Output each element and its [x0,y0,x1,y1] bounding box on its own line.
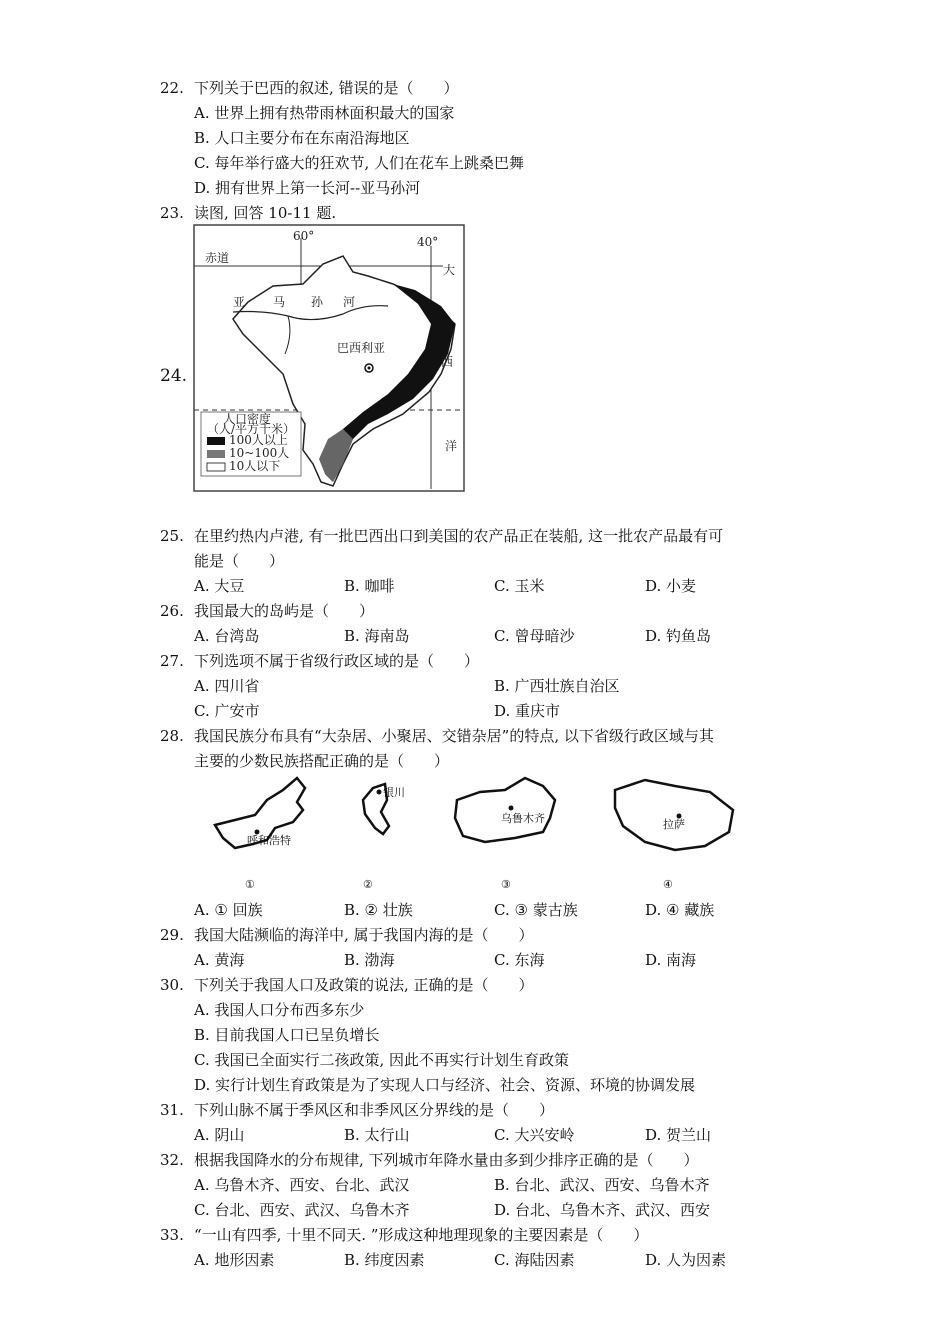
figure-number: ④ [663,878,673,891]
legend-swatch-low [207,463,225,471]
option-d: D. ④ 藏族 [645,901,715,919]
option-c: C. 大兴安岭 [494,1126,575,1144]
question-stem: 下列山脉不属于季风区和非季风区分界线的是（ ） [194,1101,555,1119]
legend-title: 人口密度 [223,412,272,426]
option-c: C. ③ 蒙古族 [494,901,578,919]
option-d: D. 人为因素 [645,1251,727,1269]
option-c: C. 每年举行盛大的狂欢节, 人们在花车上跳桑巴舞 [194,154,525,172]
option-a: A. 地形因素 [194,1251,275,1269]
province-outline-figures [205,770,745,895]
legend-item: 100人以上 [229,433,288,447]
option-b: B. 目前我国人口已呈负增长 [194,1026,380,1044]
question-stem: 在里约热内卢港, 有一批巴西出口到美国的农产品正在装船, 这一批农产品最有可 [194,527,724,545]
province-3-xinjiang [455,778,555,891]
option-b: B. 渤海 [344,951,395,969]
city-label: 拉萨 [663,818,685,831]
option-c: C. 海陆因素 [494,1251,575,1269]
brazil-population-map [193,224,465,492]
ocean-char: 西 [441,355,454,369]
question-stem: “一山有四季, 十里不同天. ”形成这种地理现象的主要因素是（ ） [194,1226,649,1244]
longitude-60-label: 60° [293,229,315,243]
question-number: 31. [160,1101,184,1119]
province-2-ningxia [363,784,405,891]
question-number: 26. [160,602,184,620]
question-number: 28. [160,727,184,745]
option-b: B. 太行山 [344,1126,410,1144]
option-c: C. 玉米 [494,577,545,595]
option-b: B. 咖啡 [344,577,395,595]
river-char: 亚 [233,295,246,309]
option-a: A. 黄海 [194,951,245,969]
figure-number: ① [245,878,255,891]
legend-swatch-medium [207,450,225,458]
option-a: A. 阴山 [194,1126,245,1144]
option-d: D. 南海 [645,951,697,969]
option-d: D. 钓鱼岛 [645,627,712,645]
city-label: 呼和浩特 [247,834,291,847]
figure-number: ② [363,878,373,891]
option-c: C. 台北、西安、武汉、乌鲁木齐 [194,1201,410,1219]
option-b: B. 纬度因素 [344,1251,425,1269]
option-a: A. 四川省 [194,677,260,695]
option-c: C. 东海 [494,951,545,969]
option-c: C. 广安市 [194,702,260,720]
question-number: 33. [160,1226,184,1244]
river-char: 马 [273,295,286,309]
legend-unit: （人/平方千米） [207,422,296,436]
question-number: 23. [160,204,184,222]
option-d: D. 实行计划生育政策是为了实现人口与经济、社会、资源、环境的协调发展 [194,1076,696,1094]
option-b: B. ② 壮族 [344,901,413,919]
option-a: A. 大豆 [194,577,245,595]
question-number: 32. [160,1151,184,1169]
city-label: 乌鲁木齐 [501,812,545,825]
equator-label: 赤道 [205,251,230,265]
option-b: B. 人口主要分布在东南沿海地区 [194,129,410,147]
question-stem: 读图, 回答 10-11 题. [194,204,337,222]
question-number: 27. [160,652,184,670]
option-d: D. 重庆市 [494,702,561,720]
capital-label: 巴西利亚 [337,341,386,355]
river-char: 孙 [311,295,324,309]
river-char: 河 [343,295,356,309]
question-stem-cont: 能是（ ） [194,552,285,570]
option-b: B. 台北、武汉、西安、乌鲁木齐 [494,1176,710,1194]
option-d: D. 拥有世界上第一长河--亚马孙河 [194,179,421,197]
option-d: D. 小麦 [645,577,697,595]
longitude-40-label: 40° [417,235,439,249]
option-b: B. 海南岛 [344,627,410,645]
option-a: A. 我国人口分布西多东少 [194,1001,365,1019]
option-c: C. 我国已全面实行二孩政策, 因此不再实行计划生育政策 [194,1051,570,1069]
question-stem: 根据我国降水的分布规律, 下列城市年降水量由多到少排序正确的是（ ） [194,1151,699,1169]
question-number: 30. [160,976,184,994]
option-c: C. 曾母暗沙 [494,627,575,645]
option-a: A. 世界上拥有热带雨林面积最大的国家 [194,104,455,122]
question-stem: 我国民族分布具有“大杂居、小聚居、交错杂居”的特点, 以下省级行政区域与其 [194,727,714,745]
question-stem: 下列关于我国人口及政策的说法, 正确的是（ ） [194,976,534,994]
question-number: 29. [160,926,184,944]
option-a: A. ① 回族 [194,901,263,919]
question-stem: 我国大陆濒临的海洋中, 属于我国内海的是（ ） [194,926,534,944]
ocean-char: 大 [443,263,456,277]
ocean-char: 洋 [445,439,458,453]
question-number: 22. [160,79,184,97]
question-stem-cont: 主要的少数民族搭配正确的是（ ） [194,752,450,770]
option-a: A. 乌鲁木齐、西安、台北、武汉 [194,1176,410,1194]
option-a: A. 台湾岛 [194,627,260,645]
question-number: 25. [160,527,184,545]
province-1-inner-mongolia [215,778,305,891]
legend-item: 10人以下 [229,459,281,473]
question-stem: 我国最大的岛屿是（ ） [194,602,375,620]
legend-swatch-high [207,437,225,445]
option-b: B. 广西壮族自治区 [494,677,620,695]
legend-item: 10~100人 [229,446,290,460]
question-number: 24. [160,366,188,386]
question-stem: 下列选项不属于省级行政区域的是（ ） [194,652,480,670]
figure-number: ③ [501,878,511,891]
question-stem: 下列关于巴西的叙述, 错误的是（ ） [194,79,459,97]
option-d: D. 台北、乌鲁木齐、武汉、西安 [494,1201,711,1219]
city-label: 银川 [383,786,405,799]
province-4-tibet [615,780,733,891]
map-legend [201,411,301,476]
option-d: D. 贺兰山 [645,1126,712,1144]
